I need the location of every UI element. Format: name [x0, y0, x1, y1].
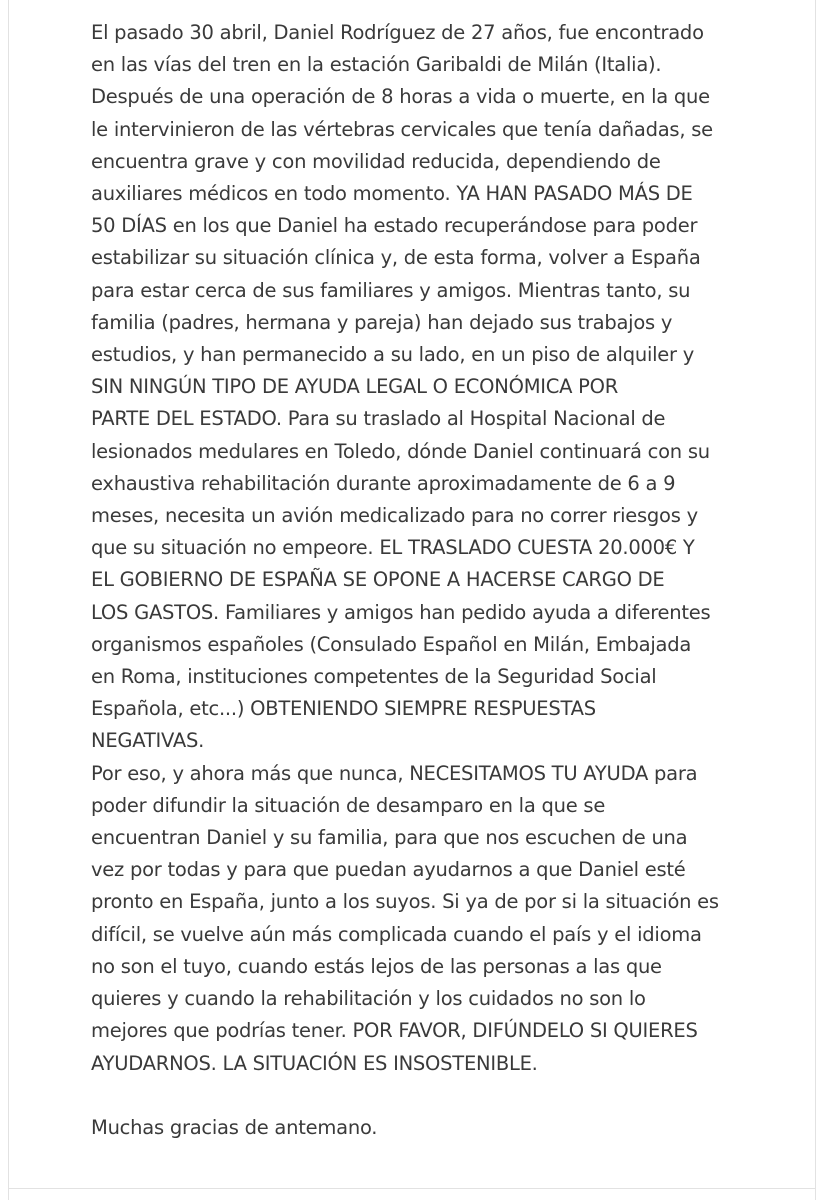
body-line: en Roma, instituciones competentes de la Seguridad Social	[91, 665, 657, 689]
body-line: estudios, y han permanecido a su lado, en un piso de alquiler y	[91, 343, 695, 367]
body-line: estabilizar su situación clínica y, de esta forma, volver a España	[91, 246, 701, 270]
body-line: mejores que podrías tener. POR FAVOR, DIFÚNDELO SI QUIERES	[91, 1019, 698, 1043]
body-line: para estar cerca de sus familiares y amigos. Mientras tanto, su	[91, 278, 691, 302]
body-line: no son el tuyo, cuando estás lejos de las personas a las que	[91, 954, 662, 978]
body-line: meses, necesita un avión medicalizado para no correr riesgos y	[91, 504, 698, 528]
paragraph-spacer	[91, 1080, 771, 1112]
body-line: AYUDARNOS. LA SITUACIÓN ES INSOSTENIBLE.	[91, 1051, 538, 1075]
body-line: encuentra grave y con movilidad reducida, dependiendo de	[91, 149, 661, 173]
body-line: exhaustiva rehabilitación durante aproximadamente de 6 a 9	[91, 471, 676, 495]
body-line: Española, etc...) OBTENIENDO SIEMPRE RESPUESTAS	[91, 697, 596, 721]
page-border-right	[815, 0, 816, 1200]
body-line: auxiliares médicos en todo momento. YA HAN PASADO MÁS DE	[91, 182, 693, 206]
body-line: vez por todas y para que puedan ayudarnos a que Daniel esté	[91, 858, 686, 882]
page-border-bottom	[8, 1188, 816, 1189]
body-line: quieres y cuando la rehabilitación y los cuidados no son lo	[91, 987, 646, 1011]
body-line: organismos españoles (Consulado Español en Milán, Embajada	[91, 632, 692, 656]
body-line: que su situación no empeore. EL TRASLADO CUESTA 20.000€ Y	[91, 536, 695, 560]
body-line: poder difundir la situación de desamparo en la que se	[91, 793, 606, 817]
body-line: lesionados medulares en Toledo, dónde Daniel continuará con su	[91, 439, 710, 463]
body-line: encuentran Daniel y su familia, para que nos escuchen de una	[91, 826, 688, 850]
body-line: difícil, se vuelve aún más complicada cuando el país y el idioma	[91, 922, 702, 946]
body-line: El pasado 30 abril, Daniel Rodríguez de 27 años, fue encontrado	[91, 21, 704, 44]
body-line: le intervinieron de las vértebras cervicales que tenía dañadas, se	[91, 117, 713, 141]
closing-line: Muchas gracias de antemano.	[91, 1115, 378, 1139]
body-line: pronto en España, junto a los suyos. Si ya de por si la situación es	[91, 890, 719, 914]
body-line: EL GOBIERNO DE ESPAÑA SE OPONE A HACERSE CARGO DE	[91, 568, 665, 592]
body-line: NEGATIVAS.	[91, 729, 205, 753]
page-border-left	[8, 0, 9, 1200]
body-line: Por eso, y ahora más que nunca, NECESITAMOS TU AYUDA para	[91, 761, 698, 785]
body-line: SIN NINGÚN TIPO DE AYUDA LEGAL O ECONÓMICA POR	[91, 375, 619, 399]
body-line: Después de una operación de 8 horas a vida o muerte, en la que	[91, 85, 710, 109]
article-body	[91, 17, 771, 1144]
body-line: 50 DÍAS en los que Daniel ha estado recuperándose para poder	[91, 214, 698, 238]
body-line: LOS GASTOS. Familiares y amigos han pedido ayuda a diferentes	[91, 600, 711, 624]
body-line: familia (padres, hermana y pareja) han dejado sus trabajos y	[91, 310, 673, 334]
body-line: en las vías del tren en la estación Garibaldi de Milán (Italia).	[91, 53, 662, 77]
body-line: PARTE DEL ESTADO. Para su traslado al Hospital Nacional de	[91, 407, 666, 431]
